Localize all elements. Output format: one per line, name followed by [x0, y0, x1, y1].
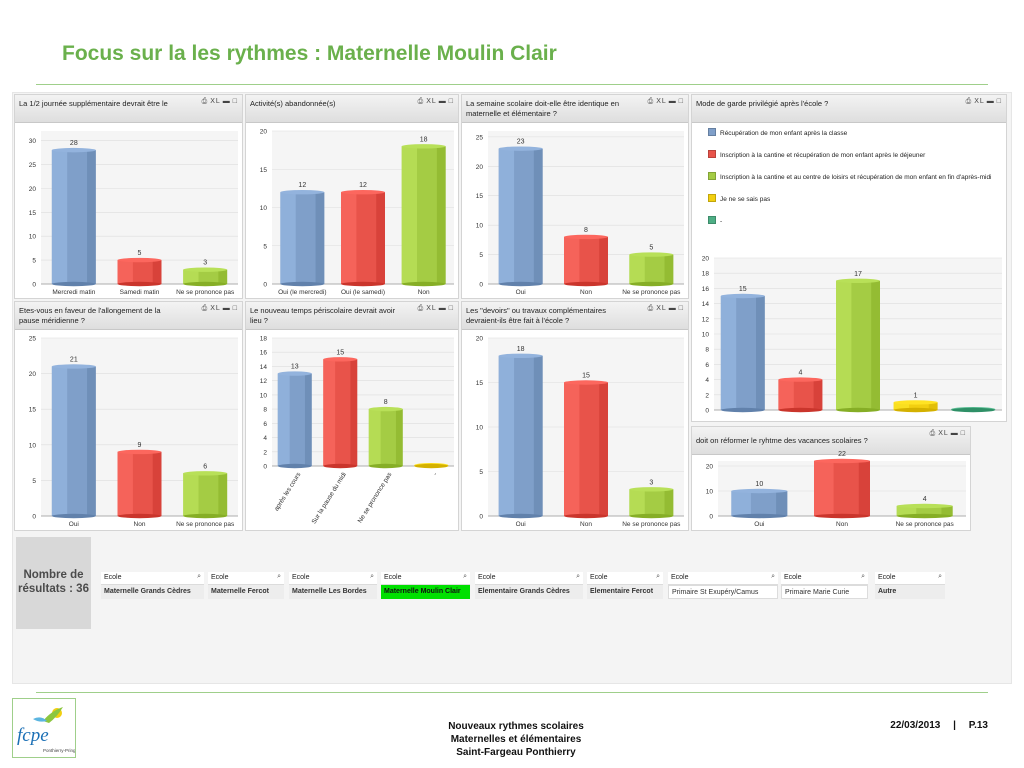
y-tick-label: 15 [259, 166, 267, 174]
filter-label: Ecole [104, 574, 122, 581]
results-count: Nombre de résultats : 36 [18, 569, 89, 595]
search-icon[interactable]: ⌕ [277, 573, 281, 580]
y-tick-label: 5 [479, 469, 483, 476]
data-label: 3 [649, 479, 654, 487]
legend-swatch-teal [708, 216, 716, 224]
y-tick-label: 20 [28, 371, 36, 379]
data-label: 28 [69, 140, 78, 148]
search-icon[interactable]: ⌕ [938, 573, 942, 580]
x-tick-label: Ne se prononce pas [176, 521, 235, 528]
filter-value-selected[interactable]: Maternelle Moulin Clair [381, 585, 470, 599]
y-tick-label: 10 [701, 331, 709, 339]
panel-titlebar [15, 302, 242, 330]
bar[interactable] [499, 354, 543, 519]
filter-header [781, 572, 868, 585]
bar[interactable] [629, 487, 673, 518]
y-tick-label: 8 [263, 406, 267, 414]
panel-title: Les "devoirs" ou travaux complémentaires devraient-ils être fait à l'école ? [466, 306, 606, 325]
y-tick-label: 2 [705, 392, 709, 400]
y-tick-label: 25 [28, 335, 36, 343]
print-icon[interactable]: ⎙ [201, 98, 209, 105]
y-tick-label: 12 [259, 378, 267, 386]
y-tick-label: 10 [28, 442, 36, 450]
y-tick-label: 0 [479, 281, 483, 289]
chart-panel-pause-meridienne[interactable] [14, 301, 243, 531]
y-tick-label: 20 [259, 128, 267, 136]
data-label: 4 [798, 369, 803, 377]
y-tick-label: 8 [705, 346, 709, 354]
filter-header [381, 572, 470, 585]
filter-value[interactable]: Maternelle Fercot [208, 585, 284, 599]
footer-line-1: Nouveaux rythmes scolaires [448, 721, 584, 732]
bar[interactable] [323, 357, 357, 468]
filter-value[interactable]: Primaire St Exupéry/Camus [668, 585, 778, 599]
panel-controls [646, 98, 684, 106]
panel-titlebar [246, 95, 458, 123]
y-tick-label: 5 [479, 252, 483, 260]
chart-panel-demi-journee[interactable] [14, 94, 243, 299]
bar[interactable] [564, 380, 608, 518]
chart-panel-vacances-scolaires[interactable] [691, 426, 971, 531]
filter-header [475, 572, 583, 585]
y-tick-label: 0 [32, 281, 36, 289]
chart-panel-temps-periscolaire[interactable] [245, 301, 459, 531]
excel-export-icon[interactable]: XL [656, 98, 667, 105]
panel-title: Etes-vous en faveur de l'allongement de la pause méridienne ? [19, 306, 161, 325]
legend-swatch-green [708, 172, 716, 180]
filter-label: Ecole [211, 574, 229, 581]
legend-item[interactable] [708, 150, 925, 159]
chart-panel-semaine-identique[interactable] [461, 94, 689, 299]
legend-swatch-red [708, 150, 716, 158]
bar[interactable] [629, 252, 673, 286]
bar[interactable] [814, 459, 870, 518]
print-icon[interactable]: ⎙ [201, 305, 209, 312]
bar[interactable] [278, 371, 312, 468]
filter-value[interactable]: Elementaire Grands Cèdres [475, 585, 583, 599]
legend-label: Inscription à la cantine et récupération de mon enfant après le déjeuner [720, 152, 926, 159]
bar[interactable] [564, 235, 608, 286]
school-filter[interactable] [875, 572, 945, 600]
search-icon[interactable]: ⌕ [861, 573, 865, 580]
y-tick-label: 15 [475, 380, 483, 387]
excel-export-icon[interactable]: XL [938, 430, 949, 437]
y-tick-label: 14 [701, 301, 709, 309]
bar-chart [462, 123, 690, 300]
filter-label: Ecole [292, 574, 310, 581]
data-label: 9 [137, 441, 142, 449]
school-filter[interactable] [101, 572, 204, 600]
data-label: 3 [203, 259, 208, 267]
x-tick-label: Oui (le mercredi) [278, 289, 327, 296]
print-icon[interactable]: ⎙ [417, 305, 425, 312]
panel-controls [416, 305, 454, 313]
bar[interactable] [402, 144, 446, 286]
filter-label: Ecole [671, 574, 689, 581]
x-tick-label: après les cours [273, 471, 303, 513]
filter-value[interactable]: Maternelle Les Bordes [289, 585, 377, 599]
filter-value[interactable]: Maternelle Grands Cèdres [101, 585, 204, 599]
search-icon[interactable]: ⌕ [656, 573, 660, 580]
chart-panel-devoirs[interactable] [461, 301, 689, 531]
bar[interactable] [118, 450, 162, 518]
y-tick-label: 4 [705, 377, 709, 385]
logo-text: fcpe [17, 725, 49, 746]
minimize-icon[interactable]: ▬ [668, 305, 677, 312]
bar[interactable] [894, 400, 938, 412]
school-filter[interactable] [208, 572, 284, 600]
bar[interactable] [52, 148, 96, 286]
search-icon[interactable]: ⌕ [771, 573, 775, 580]
bar[interactable] [280, 190, 324, 286]
bar[interactable] [778, 377, 822, 412]
x-tick-label: Mercredi matin [52, 289, 96, 296]
title-divider [36, 84, 988, 85]
legend-label: Je ne se sais pas [720, 196, 771, 203]
excel-export-icon[interactable]: XL [210, 98, 221, 105]
x-tick-label: Sur la pause du midi [310, 471, 348, 526]
y-tick-label: 18 [259, 335, 267, 343]
panel-controls [200, 305, 238, 313]
maximize-icon[interactable]: □ [678, 305, 684, 312]
school-filter[interactable] [781, 572, 868, 600]
search-icon[interactable]: ⌕ [463, 573, 467, 580]
y-tick-label: 5 [32, 257, 36, 265]
y-tick-label: 15 [28, 209, 36, 217]
footer-line-2: Maternelles et élémentaires [450, 734, 582, 745]
minimize-icon[interactable]: ▬ [668, 98, 677, 105]
legend-item[interactable] [708, 216, 722, 225]
y-tick-label: 10 [259, 205, 267, 212]
y-tick-label: 30 [28, 138, 36, 146]
data-label: 15 [738, 286, 747, 293]
y-tick-label: 25 [28, 161, 36, 169]
chart-panel-activites-abandonnees[interactable] [245, 94, 459, 299]
minimize-icon[interactable]: ▬ [222, 98, 231, 105]
y-tick-label: 10 [28, 233, 36, 241]
bar[interactable] [951, 407, 995, 412]
y-tick-label: 15 [28, 406, 36, 414]
print-icon[interactable]: ⎙ [647, 305, 655, 312]
school-filter[interactable] [289, 572, 377, 600]
y-tick-label: 4 [263, 435, 267, 443]
footer-meta [890, 720, 988, 731]
data-label: 4 [922, 496, 927, 503]
minimize-icon[interactable]: ▬ [438, 305, 447, 312]
filter-value[interactable]: Autre [875, 585, 945, 599]
y-tick-label: 15 [475, 193, 483, 201]
x-tick-label: Non [836, 521, 848, 528]
results-count-box [16, 537, 91, 629]
bar[interactable] [731, 489, 787, 518]
maximize-icon[interactable]: □ [960, 430, 966, 437]
x-tick-label: Ne se prononce pas [356, 471, 394, 525]
bar[interactable] [414, 463, 448, 468]
y-tick-label: 20 [705, 463, 713, 471]
x-tick-label: Non [417, 289, 430, 296]
fcpe-logo [12, 698, 76, 758]
filter-value[interactable]: Primaire Marie Curie [781, 585, 868, 599]
x-tick-label: Oui (le samedi) [340, 289, 386, 296]
filter-value[interactable]: Elementaire Fercot [587, 585, 663, 599]
legend-item[interactable] [708, 172, 992, 181]
legend-swatch-blue [708, 128, 716, 136]
print-icon[interactable]: ⎙ [965, 98, 973, 105]
filter-label: Ecole [384, 574, 402, 581]
panel-title: La 1/2 journée supplémentaire devrait être le [19, 99, 168, 108]
panel-title: Le nouveau temps périscolaire devrait avoir lieu ? [250, 306, 396, 325]
data-label: 23 [516, 138, 525, 146]
footer-date: 22/03/2013 [890, 720, 941, 731]
search-icon[interactable]: ⌕ [370, 573, 374, 580]
y-tick-label: 25 [475, 134, 483, 142]
panel-controls [964, 98, 1002, 106]
school-filter[interactable] [587, 572, 663, 600]
y-tick-label: 16 [701, 285, 709, 293]
y-tick-label: 20 [475, 163, 483, 171]
data-label: 15 [336, 349, 345, 357]
filter-header [875, 572, 945, 585]
bar-chart [692, 250, 1008, 420]
excel-export-icon[interactable]: XL [426, 98, 437, 105]
panel-titlebar [462, 95, 688, 123]
excel-export-icon[interactable]: XL [974, 98, 985, 105]
data-label: 12 [359, 182, 367, 190]
excel-export-icon[interactable]: XL [210, 305, 221, 312]
print-icon[interactable]: ⎙ [417, 98, 425, 105]
print-icon[interactable]: ⎙ [647, 98, 655, 105]
panel-titlebar [692, 427, 970, 455]
data-label: 17 [854, 270, 862, 278]
panel-title: Mode de garde privilégié après l'école ? [696, 99, 829, 108]
y-tick-label: 10 [475, 222, 483, 230]
y-tick-label: 0 [263, 463, 267, 471]
footer-divider [36, 692, 988, 693]
school-filter[interactable] [381, 572, 470, 600]
y-tick-label: 5 [32, 477, 36, 485]
bar-chart [462, 330, 690, 532]
bar[interactable] [897, 504, 953, 518]
data-label: 15 [582, 372, 590, 380]
legend-label: Récupération de mon enfant après la classe [720, 130, 848, 137]
x-tick-label: Ne se prononce pas [622, 521, 681, 528]
y-tick-label: 10 [705, 488, 713, 496]
y-tick-label: 6 [705, 361, 709, 369]
data-label: 18 [516, 345, 525, 353]
legend-label: - [720, 218, 723, 225]
filter-header [208, 572, 284, 585]
minimize-icon[interactable]: ▬ [950, 430, 959, 437]
bar-chart [692, 451, 972, 532]
data-label: 10 [755, 481, 764, 488]
bar[interactable] [836, 279, 880, 413]
y-tick-label: 0 [479, 513, 483, 521]
legend-item[interactable] [708, 194, 770, 203]
print-icon[interactable]: ⎙ [929, 430, 937, 437]
x-tick-label: Non [133, 521, 146, 528]
maximize-icon[interactable]: □ [448, 305, 454, 312]
filter-label: Ecole [478, 574, 496, 581]
filter-header [101, 572, 204, 585]
search-icon[interactable]: ⌕ [576, 573, 580, 580]
x-tick-label: Oui [754, 521, 765, 528]
excel-export-icon[interactable]: XL [426, 305, 437, 312]
x-tick-label: Ne se prononce pas [895, 521, 954, 528]
panel-titlebar [15, 95, 242, 123]
data-label: 1 [913, 392, 918, 400]
bar[interactable] [721, 294, 765, 412]
y-tick-label: 14 [259, 363, 267, 371]
school-filter[interactable] [475, 572, 583, 600]
y-tick-label: 20 [475, 335, 483, 343]
x-tick-label: Oui [68, 521, 79, 528]
footer-caption [400, 720, 632, 759]
y-tick-label: 0 [263, 281, 267, 289]
y-tick-label: 10 [259, 392, 267, 400]
panel-controls [928, 430, 966, 438]
chart-panel-mode-de-garde[interactable] [691, 94, 1007, 422]
x-tick-label: - [431, 471, 439, 477]
footer-separator: | [953, 720, 956, 731]
search-icon[interactable]: ⌕ [197, 573, 201, 580]
data-label: 5 [137, 250, 142, 258]
filter-label: Ecole [878, 574, 896, 581]
panel-titlebar [246, 302, 458, 330]
y-tick-label: 5 [263, 243, 267, 251]
data-label: 8 [383, 399, 388, 407]
bar-chart [15, 330, 244, 532]
data-label: 12 [298, 182, 307, 190]
footer-page-number: P.13 [968, 720, 988, 731]
minimize-icon[interactable]: ▬ [222, 305, 231, 312]
legend-label: Inscription à la cantine et au centre de loisirs et récupération de mon enfant en fin d'après-midi [720, 174, 992, 181]
minimize-icon[interactable]: ▬ [986, 98, 995, 105]
y-tick-label: 6 [263, 420, 267, 428]
legend-swatch-yellow [708, 194, 716, 202]
data-label: 18 [419, 136, 428, 144]
bar[interactable] [369, 407, 403, 468]
excel-export-icon[interactable]: XL [656, 305, 667, 312]
panel-controls [200, 98, 238, 106]
y-tick-label: 20 [28, 185, 36, 193]
y-tick-label: 12 [701, 316, 709, 324]
panel-controls [646, 305, 684, 313]
bar[interactable] [341, 190, 385, 286]
x-tick-label: Ne se prononce pas [622, 289, 681, 296]
filter-header [668, 572, 778, 585]
y-tick-label: 18 [701, 270, 709, 278]
bar-chart [246, 330, 460, 532]
panel-controls [416, 98, 454, 106]
logo-subtext: Ponthierry-Pringy [43, 748, 75, 753]
bar[interactable] [183, 471, 227, 518]
maximize-icon[interactable]: □ [996, 98, 1002, 105]
panel-title: doit on réformer le ryhtme des vacances scolaires ? [696, 436, 868, 445]
x-tick-label: Non [580, 289, 592, 296]
data-label: 13 [290, 363, 299, 371]
bar-chart [15, 123, 244, 300]
panel-title: Activité(s) abandonnée(s) [250, 99, 336, 108]
filter-label: Ecole [590, 574, 608, 581]
legend-item[interactable] [708, 128, 847, 137]
bar[interactable] [183, 267, 227, 286]
filter-header [289, 572, 377, 585]
fcpe-logo-graphic [13, 699, 75, 757]
panel-titlebar [462, 302, 688, 330]
filter-label: Ecole [784, 574, 802, 581]
y-tick-label: 20 [701, 255, 709, 263]
data-label: 6 [203, 463, 208, 471]
y-tick-label: 0 [705, 407, 709, 415]
bar[interactable] [118, 258, 162, 286]
y-tick-label: 0 [709, 513, 713, 521]
panel-title: La semaine scolaire doit-elle être identique en maternelle et élémentaire ? [466, 99, 620, 118]
data-label: 5 [649, 244, 654, 252]
maximize-icon[interactable]: □ [448, 98, 454, 105]
y-tick-label: 0 [32, 513, 36, 521]
filter-header [587, 572, 663, 585]
maximize-icon[interactable]: □ [678, 98, 684, 105]
data-label: 22 [838, 451, 846, 458]
x-tick-label: Oui [515, 289, 526, 296]
maximize-icon[interactable]: □ [232, 98, 238, 105]
x-tick-label: Non [580, 521, 592, 528]
school-filter[interactable] [668, 572, 778, 600]
x-tick-label: Oui [515, 521, 526, 528]
bar[interactable] [499, 146, 543, 286]
data-label: 8 [584, 226, 588, 234]
maximize-icon[interactable]: □ [232, 305, 238, 312]
x-tick-label: Ne se prononce pas [176, 289, 235, 296]
minimize-icon[interactable]: ▬ [438, 98, 447, 105]
slide-title: Focus sur la les rythmes : Maternelle Moulin Clair [62, 42, 557, 65]
bar[interactable] [52, 364, 96, 518]
bar-chart [246, 123, 460, 300]
panel-titlebar [692, 95, 1006, 123]
y-tick-label: 2 [263, 449, 267, 457]
footer-line-3: Saint-Fargeau Ponthierry [456, 747, 576, 758]
y-tick-label: 16 [259, 349, 267, 357]
data-label: 21 [69, 356, 78, 364]
x-tick-label: Samedi matin [119, 289, 160, 296]
y-tick-label: 10 [475, 424, 483, 432]
